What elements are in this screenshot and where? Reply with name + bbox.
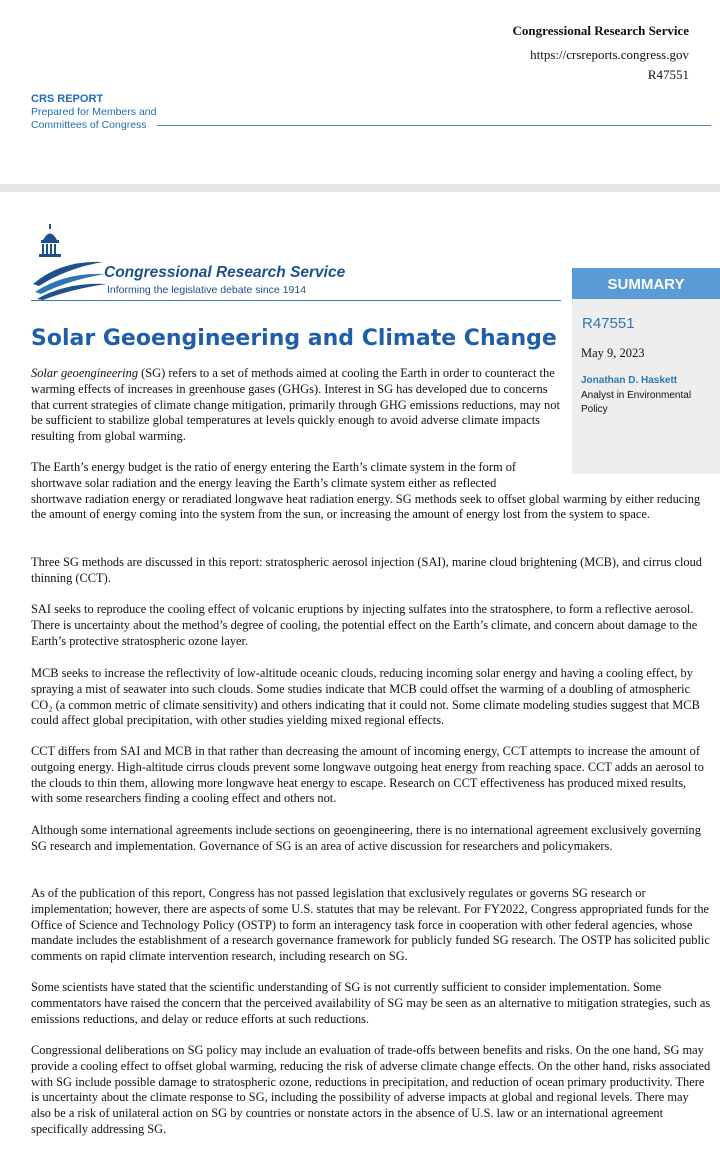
page-title: Solar Geoengineering and Climate Change [31,326,557,351]
summary-paragraph-congress: As of the publication of this report, Congress has not passed legislation that exclusively regulates or governs SG research or implementation; however, there are aspects of some U.S. statutes that may be relevant. For FY2022, Congress appropriated funds for the Office of Science and Technology Policy (OSTP) to form an interagency task force in cooperation with other federal agencies, whose mandate includes the establishment of a research governance framework for publicly funded SG research. The OSTP has solicited public comments on rapid climate intervention research, including research on SG. [31,886,710,964]
summary-date: May 9, 2023 [581,346,645,360]
summary-paragraph-intro [31,366,561,445]
paragraph-text-wide: shortwave radiation energy or reradiated longwave heat radiation energy. SG methods seek to offset global warming by either reducing the amount of energy coming into the system from the sun, or increasing the amount of energy lost from the system to space. [31,491,701,522]
summary-paragraph-governance: Although some international agreements include sections on geoengineering, there is no international agreement exclusively governing SG research and implementation. Governance of SG is an area of active discussion for researchers and policymakers. [31,823,701,853]
summary-paragraph-scientists: Some scientists have stated that the scientific understanding of SG is not currently sufficient to consider implementation. Some commentators have raised the concern that the perceived availability of SG may be seen as an alternative to mitigation strategies, such as emissions reductions, and delay or reduce efforts at such reductions. [31,980,711,1026]
crs-logo [31,222,551,302]
header-divider [157,125,711,126]
term-solar-geoengineering: Solar geoengineering [31,366,139,380]
paragraph-text: (SG) refers to a set of methods aimed at cooling the Earth in order to counteract the warming effects of increases in greenhouse gases (GHGs). Interest in SG has developed due to concerns that current strategies of climate change mitigation, primarily through GHG emissions reductions, may not be sufficient to stabilize global temperatures at levels quickly enough to avoid adverse climate impacts resulting from global warming. [31,366,560,444]
author-role: Analyst in Environmental Policy [581,390,692,415]
logo-tagline: Informing the legislative debate since 1914 [107,284,307,296]
summary-paragraph-energy-budget [31,460,711,523]
header-org-name: Congressional Research Service [512,23,689,38]
summary-report-id: R47551 [582,315,635,332]
author-name: Jonathan D. Haskett [581,375,678,386]
summary-sidebar [572,268,720,474]
page-separator-band [0,184,720,192]
summary-paragraph-sai: SAI seeks to reproduce the cooling effect of volcanic eruptions by injecting sulfates into the stratosphere, to form a reflective aerosol. There is uncertainty about the method’s degree of cooling, the potential effect on the Earth’s climate, and concern about damage to the Earth’s protective stratospheric ozone layer. [31,602,698,648]
crs-report-label: CRS REPORT [31,93,104,105]
summary-paragraph-cct: CCT differs from SAI and MCB in that rather than decreasing the amount of incoming energy, CCT attempts to increase the amount of outgoing energy. High-altitude cirrus clouds prevent some longwave outgoing heat energy from reaching space. CCT adds an aerosol to the clouds to thin them, allowing more longwave heat energy to escape. Research on CCT effectiveness has produced mixed results, with some researchers finding a cooling effect and others not. [31,744,704,806]
logo-divider [31,300,561,301]
header-url[interactable]: https://crsreports.congress.gov [530,47,689,62]
crs-report-block [31,93,156,132]
paragraph-text-narrow: The Earth’s energy budget is the ratio of energy entering the Earth’s climate system in the form of shortwave solar radiation and the energy leaving the Earth’s climate system either as reflected [31,460,517,490]
logo-wordmark: Congressional Research Service [104,264,346,281]
header-report-number: R47551 [647,67,689,82]
summary-paragraph-methods: Three SG methods are discussed in this report: stratospheric aerosol injection (SAI), marine cloud brightening (MCB), and cirrus cloud thinning (CCT). [31,555,702,585]
capitol-dome-icon [31,222,111,300]
summary-paragraph-deliberations: Congressional deliberations on SG policy may include an evaluation of trade-offs between benefits and risks. On the one hand, SG may provide a cooling effect to offset global warming, reducing the risk of adverse climate change effects. On the other hand, risks associated with SG include possible damage to stratospheric ozone, reductions in precipitation, and reduction of ocean primary productivity. There is uncertainty about the climate response to SG, including the possibility of adverse impacts at global and regional levels. There may also be a risk of unilateral action on SG by countries or nonstate actors in the absence of U.S. law or an international agreement specifically addressing SG. [31,1043,711,1136]
crs-prepared-line1: Prepared for Members and [31,106,157,118]
crs-prepared-line2: Committees of Congress [31,119,147,131]
summary-paragraph-mcb: MCB seeks to increase the reflectivity of low-altitude oceanic clouds, reducing incoming solar energy and having a cooling effect, by spraying a mist of seawater into such clouds. Some studies indicate that MCB could offset the warming of a doubling of atmospheric CO₂ (a common metric of climate sensitivity) and others indicating that it could not. Some climate modeling studies suggest that MCB could affect global precipitation, with other studies yielding mixed regional effects. [31,666,700,728]
summary-heading: SUMMARY [572,268,720,299]
